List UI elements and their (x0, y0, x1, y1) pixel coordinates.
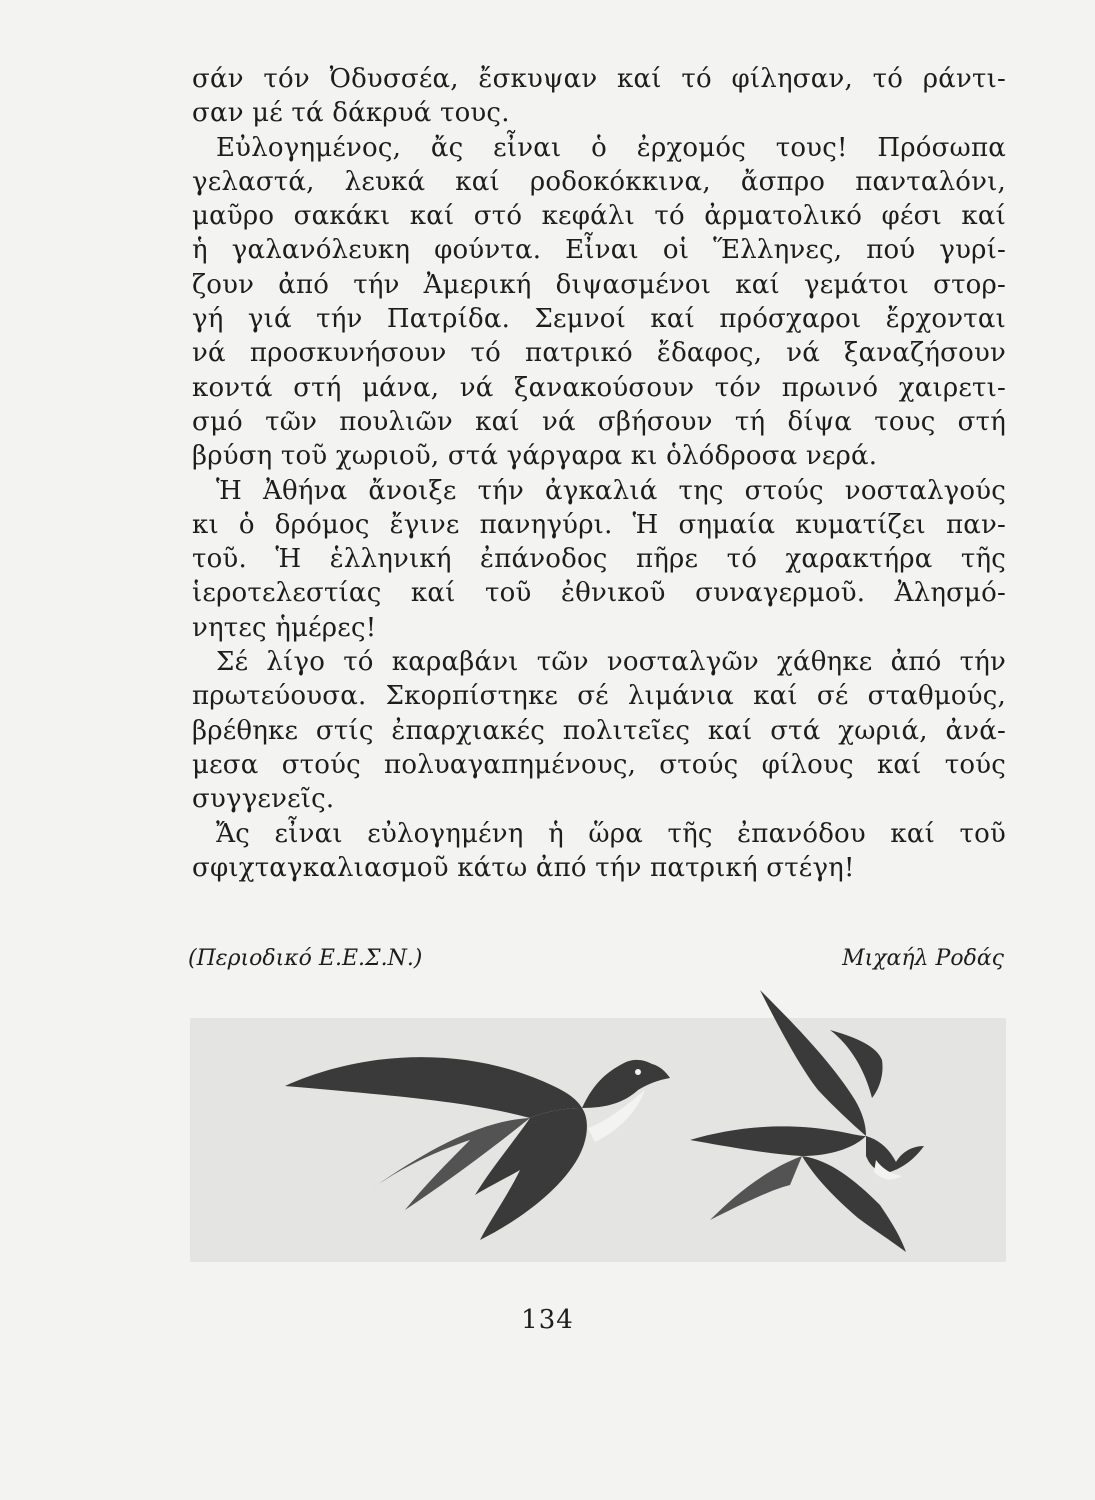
text-line: Ἡ Ἀθήνα ἄνοιξε τήν ἀγκαλιά της στούς νοσταλγούς (216, 475, 1006, 506)
text-line: βρύση τοῦ χωριοῦ, στά γάργαρα κι ὁλόδροσα νερά. (192, 441, 878, 472)
text-line: σαν μέ τά δάκρυά τους. (192, 98, 510, 129)
text-line: Ἄς εἶναι εὐλογημένη ἡ ὥρα τῆς ἐπανόδου καί τοῦ (216, 818, 1006, 849)
text-line: κοντά στή μάνα, νά ξανακούσουν τόν πρωινό χαιρετι- (192, 372, 1006, 403)
text-line: πρωτεύουσα. Σκορπίστηκε σέ λιμάνια καί σέ σταθμούς, (192, 681, 1006, 712)
text-line: Σέ λίγο τό καραβάνι τῶν νοσταλγῶν χάθηκε ἀπό τήν (216, 647, 1006, 678)
text-line: μαῦρο σακάκι καί στό κεφάλι τό ἀρματολικό φέσι καί (192, 201, 1006, 232)
text-line: τοῦ. Ἡ ἑλληνική ἐπάνοδος πῆρε τό χαρακτήρα τῆς (192, 544, 1006, 575)
text-line: συγγενεῖς. (192, 784, 335, 815)
text-line: μεσα στούς πολυαγαπημένους, στούς φίλους καί τούς (192, 749, 1006, 780)
text-line: σάν τόν Ὀδυσσέα, ἔσκυψαν καί τό φίλησαν, τό ράντι- (192, 64, 1006, 94)
article-body (192, 62, 1006, 885)
text-line: νά προσκυνήσουν τό πατρικό ἔδαφος, νά ξαναζήσουν (192, 338, 1006, 369)
text-line: γελαστά, λευκά καί ροδοκόκκινα, ἄσπρο πανταλόνι, (192, 166, 1006, 197)
text-line: νητες ἡμέρες! (192, 612, 377, 643)
text-line: βρέθηκε στίς ἐπαρχιακές πολιτεῖες καί στά χωριά, ἀνά- (192, 715, 1006, 746)
article-credits (188, 946, 1004, 971)
two-swallows-illustration (190, 990, 1006, 1262)
source-citation: (Περιοδικό Ε.Ε.Σ.Ν.) (188, 946, 423, 971)
author-name: Μιχαήλ Ροδάς (842, 946, 1004, 971)
text-line: γή γιά τήν Πατρίδα. Σεμνοί καί πρόσχαροι ἔρχονται (192, 304, 1006, 335)
swallow-left-eye (635, 1069, 641, 1075)
text-line: ζουν ἀπό τήν Ἀμερική διψασμένοι καί γεμάτοι στορ- (192, 269, 1006, 300)
page-number: 134 (521, 1305, 574, 1335)
text-line: ἡ γαλανόλευκη φούντα. Εἶναι οἱ Ἕλληνες, πού γυρί- (192, 235, 1006, 266)
text-line: σφιχταγκαλιασμοῦ κάτω ἀπό τήν πατρική στέγη! (192, 852, 855, 883)
text-line: Εὐλογημένος, ἄς εἶναι ὁ ἐρχομός τους! Πρόσωπα (216, 132, 1006, 163)
text-line: ἱεροτελεστίας καί τοῦ ἐθνικοῦ συναγερμοῦ. Ἀλησμό- (192, 578, 1006, 609)
text-line: κι ὁ δρόμος ἔγινε πανηγύρι. Ἡ σημαία κυματίζει παν- (192, 509, 1006, 540)
text-line: σμό τῶν πουλιῶν καί νά σβήσουν τή δίψα τους στή (192, 406, 1006, 437)
